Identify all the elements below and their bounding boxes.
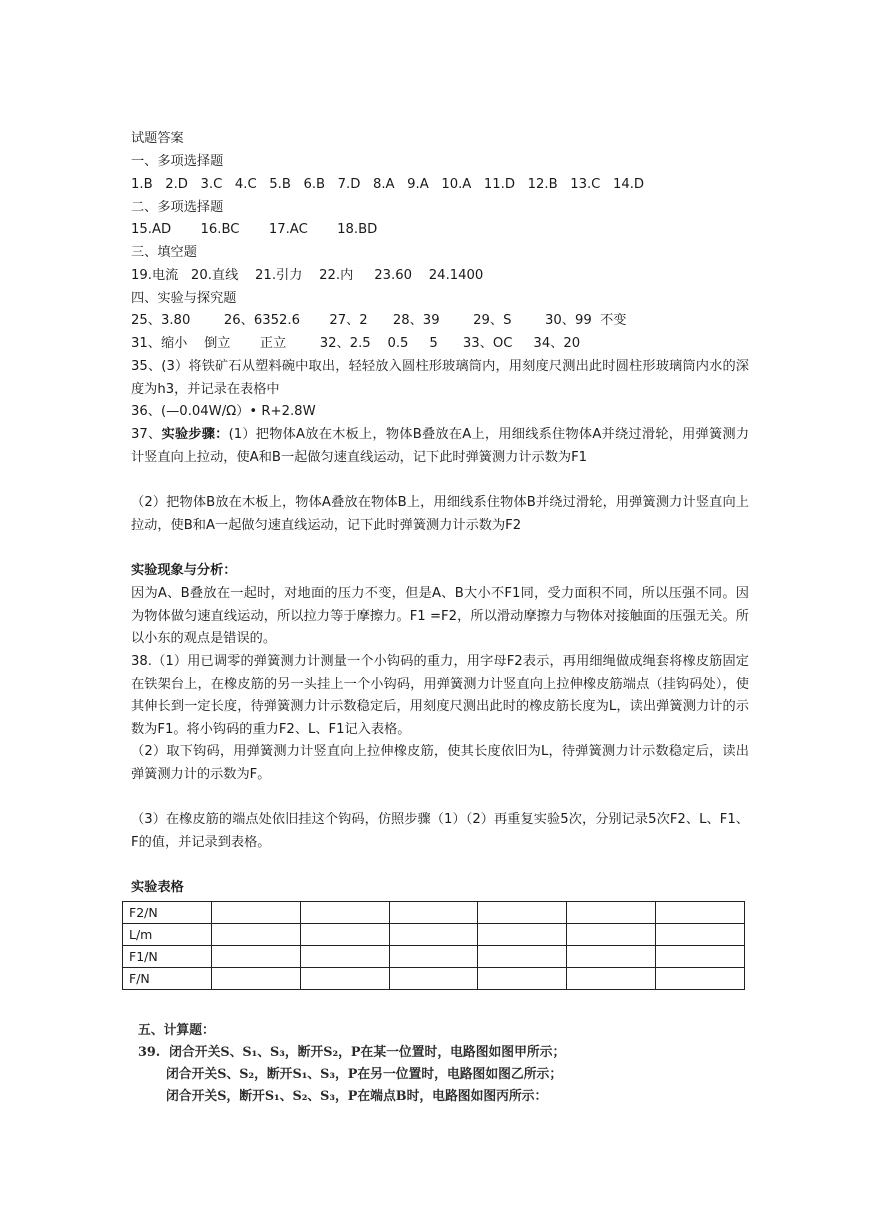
- section-3-answers: 19.电流 20.直线 21.引力 22.内 23.60 24.1400: [131, 268, 484, 283]
- question-39-line-2: 闭合开关S、S₂，断开S₁、S₃，P在另一位置时，电路图如图乙所示；: [166, 1067, 563, 1082]
- table-cell: [478, 924, 567, 946]
- question-36-answer: 36、(—0.04W/Ω）• R+2.8W: [131, 404, 316, 419]
- section-3-heading: 三、填空题: [131, 245, 197, 260]
- table-cell: [656, 924, 745, 946]
- table-cell: [656, 968, 745, 990]
- table-cell: [300, 924, 389, 946]
- question-37-steps-label: 实验步骤：: [161, 427, 229, 442]
- section-4-heading: 四、实验与探究题: [131, 291, 237, 306]
- question-38-paragraph-3: （3）在橡皮筋的端点处依旧挂这个钩码，仿照步骤（1）（2）再重复实验5次，分别记录5次F2、L、F1、F的值，并记录到表格。: [131, 812, 749, 850]
- table-cell: [567, 902, 656, 924]
- table-cell: [212, 924, 301, 946]
- table-cell: [212, 946, 301, 968]
- table-cell: [300, 946, 389, 968]
- question-37-step-1-text: (1）把物体A放在木板上，物体B叠放在A上，用细线系住物体A并绕过滑轮，用弹簧测力计竖直向上拉动，使A和B一起做匀速直线运动，记下此时弹簧测力计示数为F1: [131, 427, 750, 465]
- section-4-answers-line-1: 25、3.80 26、6352.6 27、2 28、39 29、S 30、99 不变: [131, 313, 627, 328]
- table-row: [123, 946, 745, 968]
- question-35-answer: 35、(3）将铁矿石从塑料碗中取出，轻轻放入圆柱形玻璃筒内，用刻度尺测出此时圆柱形玻璃筒内水的深度为h3，并记录在表格中: [131, 359, 749, 397]
- table-cell: [212, 968, 301, 990]
- analysis-text: 因为A、B叠放在一起时，对地面的压力不变，但是A、B大小不F1同，受力面积不同，所以压强不同。因为物体做匀速直线运动，所以拉力等于摩擦力。F1 =F2，所以滑动摩擦力与物体对接触面的压强无关。所以小东的观点是错误的。: [131, 586, 749, 647]
- question-39-line-1: 39. 闭合开关S、S₁、S₃，断开S₂，P在某一位置时，电路图如图甲所示；: [138, 1045, 566, 1060]
- table-cell: [389, 946, 478, 968]
- section-1-heading: 一、多项选择题: [131, 154, 224, 169]
- table-cell: [478, 902, 567, 924]
- question-38-paragraph-1: 38.（1）用已调零的弹簧测力计测量一个小钩码的重力，用字母F2表示，再用细绳做成绳套将橡皮筋固定在铁架台上，在橡皮筋的另一头挂上一个小钩码，用弹簧测力计竖直向上拉伸橡皮筋端点（挂钩码处），使其伸长到一定长度，待弹簧测力计示数稳定后，用刻度尺测出此时的橡皮筋长度为L，读出弹簧测力计的示数为F1。将小钩码的重力F2、L、F1记入表格。: [131, 654, 749, 737]
- table-cell: [478, 946, 567, 968]
- table-row-header: F/N: [123, 968, 212, 990]
- question-37-number: 37、: [131, 427, 162, 442]
- question-37-step-1: [131, 424, 749, 469]
- table-cell: [656, 902, 745, 924]
- section-5-heading: 五、计算题：: [138, 1023, 215, 1038]
- table-cell: [212, 902, 301, 924]
- table-cell: [567, 946, 656, 968]
- table-cell: [389, 902, 478, 924]
- question-38-paragraph-2: （2）取下钩码，用弹簧测力计竖直向上拉伸橡皮筋，使其长度依旧为L，待弹簧测力计示数稳定后，读出弹簧测力计的示数为F。: [131, 744, 749, 782]
- section-2-heading: 二、多项选择题: [131, 200, 224, 215]
- analysis-heading: 实验现象与分析：: [131, 563, 237, 578]
- experiment-table: [122, 901, 745, 990]
- table-cell: [300, 902, 389, 924]
- section-2-answers: 15.AD 16.BC 17.AC 18.BD: [131, 222, 378, 237]
- question-37-step-2: （2）把物体B放在木板上，物体A叠放在物体B上，用细线系住物体B并绕过滑轮，用弹簧测力计竖直向上拉动，使B和A一起做匀速直线运动，记下此时弹簧测力计示数为F2: [131, 495, 749, 533]
- table-cell: [656, 946, 745, 968]
- table-cell: [389, 924, 478, 946]
- section-1-answers: 1.B 2.D 3.C 4.C 5.B 6.B 7.D 8.A 9.A 10.A 11.D 12.B 13.C 14.D: [131, 177, 645, 192]
- table-cell: [567, 968, 656, 990]
- table-cell: [300, 968, 389, 990]
- table-heading: 实验表格: [131, 880, 184, 895]
- doc-title: 试题答案: [131, 131, 184, 146]
- table-row: [123, 968, 745, 990]
- table-cell: [478, 968, 567, 990]
- question-39-line-3: 闭合开关S，断开S₁、S₂、S₃，P在端点B时，电路图如图丙所示：: [166, 1089, 548, 1104]
- table-row: [123, 924, 745, 946]
- table-row-header: L/m: [123, 924, 212, 946]
- table-row-header: F1/N: [123, 946, 212, 968]
- section-4-answers-line-2: 31、缩小 倒立 正立 32、2.5 0.5 5 33、OC 34、20: [131, 336, 581, 351]
- table-cell: [389, 968, 478, 990]
- table-cell: [567, 924, 656, 946]
- table-row: [123, 902, 745, 924]
- table-row-header: F2/N: [123, 902, 212, 924]
